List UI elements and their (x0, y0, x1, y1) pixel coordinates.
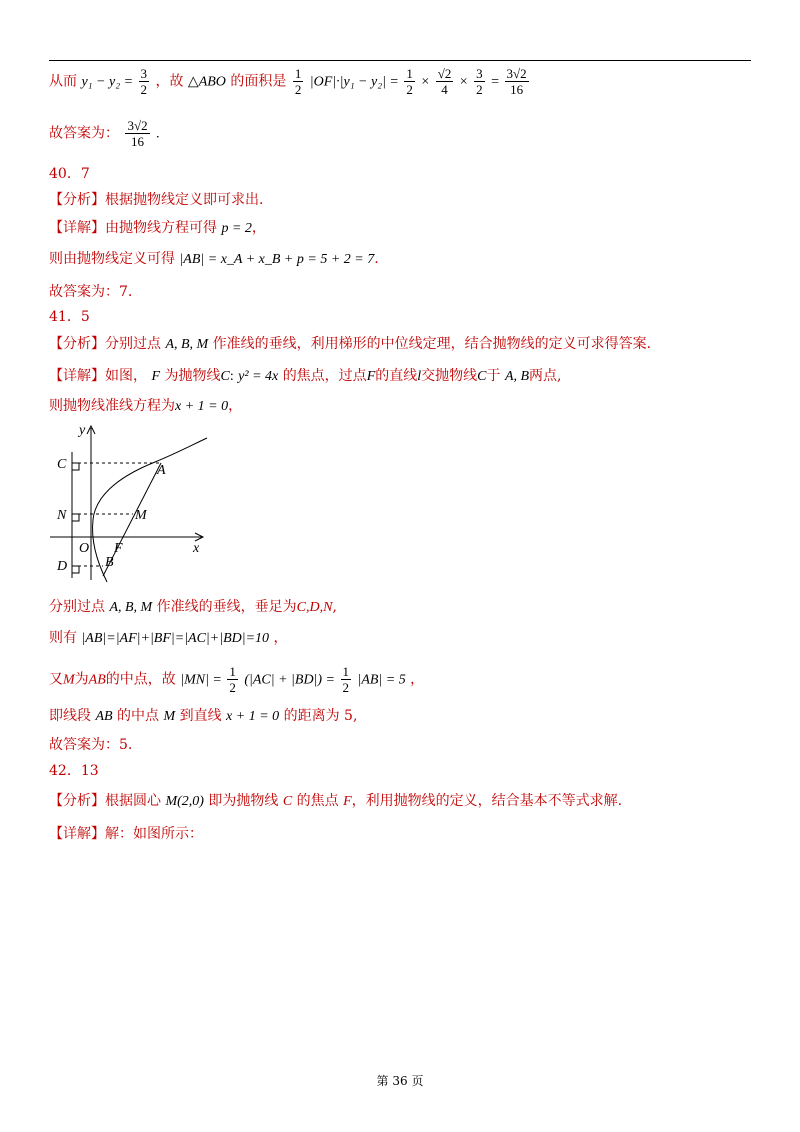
detail-tag: 【详解】 (49, 220, 105, 236)
circle-center: M(2,0) (165, 794, 204, 809)
math-expr: M (63, 672, 75, 688)
math-expr: A, B (504, 369, 530, 384)
math-expr: l (417, 369, 422, 384)
text-run: 则由抛物线定义可得 (49, 251, 175, 267)
math-expr: |AB|=|AF|+|BF|=|AC|+|BD|=10 (81, 631, 270, 646)
q40-analysis (49, 190, 263, 210)
q42-analysis (49, 791, 622, 812)
math-expr: AB (95, 709, 113, 724)
math-expr: |AB| = x_A + x_B + p = 5 + 2 = 7 (179, 252, 375, 267)
analysis-tag: 【分析】 (49, 192, 105, 208)
math-expr: C (282, 794, 293, 809)
fraction: $\frac{1}{2}$ (294, 66, 302, 97)
text-run: 作准线的垂线，利用梯形的中位线定理，结合抛物线的定义可求得答案. (212, 336, 652, 352)
label-o: O (79, 541, 90, 556)
analysis-tag: 【分析】 (49, 336, 105, 352)
times-symbol: × (421, 74, 430, 90)
math-expr: y₁ − y₂ = (81, 74, 137, 90)
label-d: D (57, 559, 68, 574)
math-expr: C (220, 369, 230, 384)
equals-symbol: = (491, 74, 503, 90)
label-m: M (135, 508, 147, 523)
answer-label: 故答案为： (49, 125, 119, 142)
text-run: 分别过点 (49, 599, 105, 615)
math-expr: F (343, 794, 352, 809)
text-run: 则抛物线准线方程为 (49, 398, 175, 414)
label-a: A (157, 463, 166, 478)
math-expr: F (151, 369, 161, 384)
math-expr: M (163, 709, 176, 724)
text-run: 交抛物线 (421, 368, 478, 384)
fraction: $\frac{1}{2}$ (406, 66, 413, 97)
math-expr: A, B, M (165, 337, 209, 352)
math-expr: AB (88, 672, 106, 688)
math-expr: F (366, 369, 376, 384)
q41-distance (49, 706, 357, 727)
text-run: 分别过点 (105, 336, 161, 352)
right-angle-c (72, 463, 79, 470)
text-run: 如图， (105, 368, 147, 384)
text-run: 的焦点，过点 (282, 368, 367, 384)
text-run: 即线段 (49, 708, 91, 724)
detail-tag: 【详解】 (49, 826, 105, 842)
fraction: $\frac{1}{2}$ (229, 664, 236, 695)
q41-analysis (49, 334, 651, 355)
math-expr: |MN| = (180, 672, 226, 688)
label-f: F (114, 541, 123, 556)
times-symbol: × (459, 74, 468, 90)
text-run: 根据圆心 (105, 793, 161, 809)
text-run: 根据抛物线定义即可求出. (105, 192, 264, 208)
label-b: B (105, 555, 114, 570)
math-expr: p = 2 (221, 221, 252, 236)
parabola-equation: y² = 4x (238, 369, 279, 384)
q41-then (49, 628, 288, 649)
q41-heading: 41．5 (49, 309, 90, 325)
text-run: 又 (49, 671, 63, 688)
text-run: 的直线 (375, 368, 418, 384)
fraction: $\frac{√2}{4}$ (437, 66, 452, 97)
right-angle-n (72, 514, 79, 521)
text-run: 作准线的垂线，垂足为 (156, 599, 297, 615)
text-run: ， (273, 630, 288, 646)
text-run: , (332, 599, 337, 615)
text-run: 的中点，故 (105, 671, 176, 688)
q41-detail (49, 366, 562, 387)
fraction: $\frac{3√2}{16}$ (127, 118, 148, 149)
text-run: 两点, (529, 368, 562, 384)
fraction: $\frac{3}{2}$ (476, 66, 483, 97)
right-angle-d (72, 566, 79, 573)
math-expr: |AB| = 5 (357, 672, 406, 688)
text-run: ， (228, 398, 243, 414)
q41-directrix (49, 396, 242, 417)
area-line (49, 66, 531, 97)
q41-answer: 故答案为：5. (49, 737, 133, 753)
answer-line-39 (49, 118, 160, 149)
q40-heading: 40．7 (49, 166, 90, 182)
math-expr: : (229, 369, 234, 384)
label-y: y (79, 423, 86, 438)
page-number: 第 36 页 (376, 1074, 424, 1088)
q40-answer: 故答案为：7. (49, 284, 133, 300)
q40-definition (49, 249, 379, 270)
foot-points: C,D,N (296, 600, 333, 615)
q42-detail (49, 824, 203, 844)
q41-midline (49, 664, 424, 695)
analysis-tag: 【分析】 (49, 793, 105, 809)
math-expr: (|AC| + |BD|) = (244, 672, 339, 688)
text-run: 于 (486, 368, 501, 384)
text-run: 为 (74, 671, 89, 688)
text-run: 从而 (49, 73, 77, 90)
text-run: 即为抛物线 (208, 793, 279, 809)
math-expr: A, B, M (109, 600, 153, 615)
text-run: 的焦点 (296, 793, 339, 809)
fraction: $\frac{3}{2}$ (140, 66, 148, 97)
text-run: ，故 (155, 73, 184, 90)
text-run: 解：如图所示： (105, 826, 203, 842)
text-run: 的距离为 5, (283, 708, 358, 724)
q40-detail (49, 218, 266, 239)
text-run: . (156, 126, 160, 142)
text-run: ，利用抛物线的定义，结合基本不等式求解. (351, 793, 623, 809)
triangle-symbol: △ABO (187, 74, 226, 90)
label-c: C (57, 457, 67, 472)
text-run: . (374, 251, 379, 267)
text-run: 的中点 (117, 708, 160, 724)
label-n: N (57, 508, 67, 523)
text-run: 的面积是 (230, 73, 287, 90)
math-expr: x + 1 = 0 (175, 399, 229, 414)
parabola-figure (45, 420, 215, 590)
text-run: 到直线 (179, 708, 222, 724)
text-run: ， (410, 671, 425, 688)
math-expr: |OF|·|y₁ − y₂| = (309, 74, 403, 90)
q41-perpendiculars (49, 597, 337, 618)
q42-heading: 42．13 (49, 763, 99, 779)
text-run: ， (251, 220, 266, 236)
parabola-curve (93, 438, 207, 520)
text-run: 为抛物线 (164, 368, 221, 384)
text-run: 由抛物线方程可得 (105, 220, 217, 236)
detail-tag: 【详解】 (49, 368, 105, 384)
fraction: $\frac{1}{2}$ (342, 664, 350, 695)
math-expr: C (477, 369, 487, 384)
header-rule (49, 60, 751, 61)
fraction: $\frac{3√2}{16}$ (506, 66, 527, 97)
text-run: 则有 (49, 630, 77, 646)
label-x: x (193, 541, 200, 556)
math-expr: x + 1 = 0 (226, 709, 280, 724)
